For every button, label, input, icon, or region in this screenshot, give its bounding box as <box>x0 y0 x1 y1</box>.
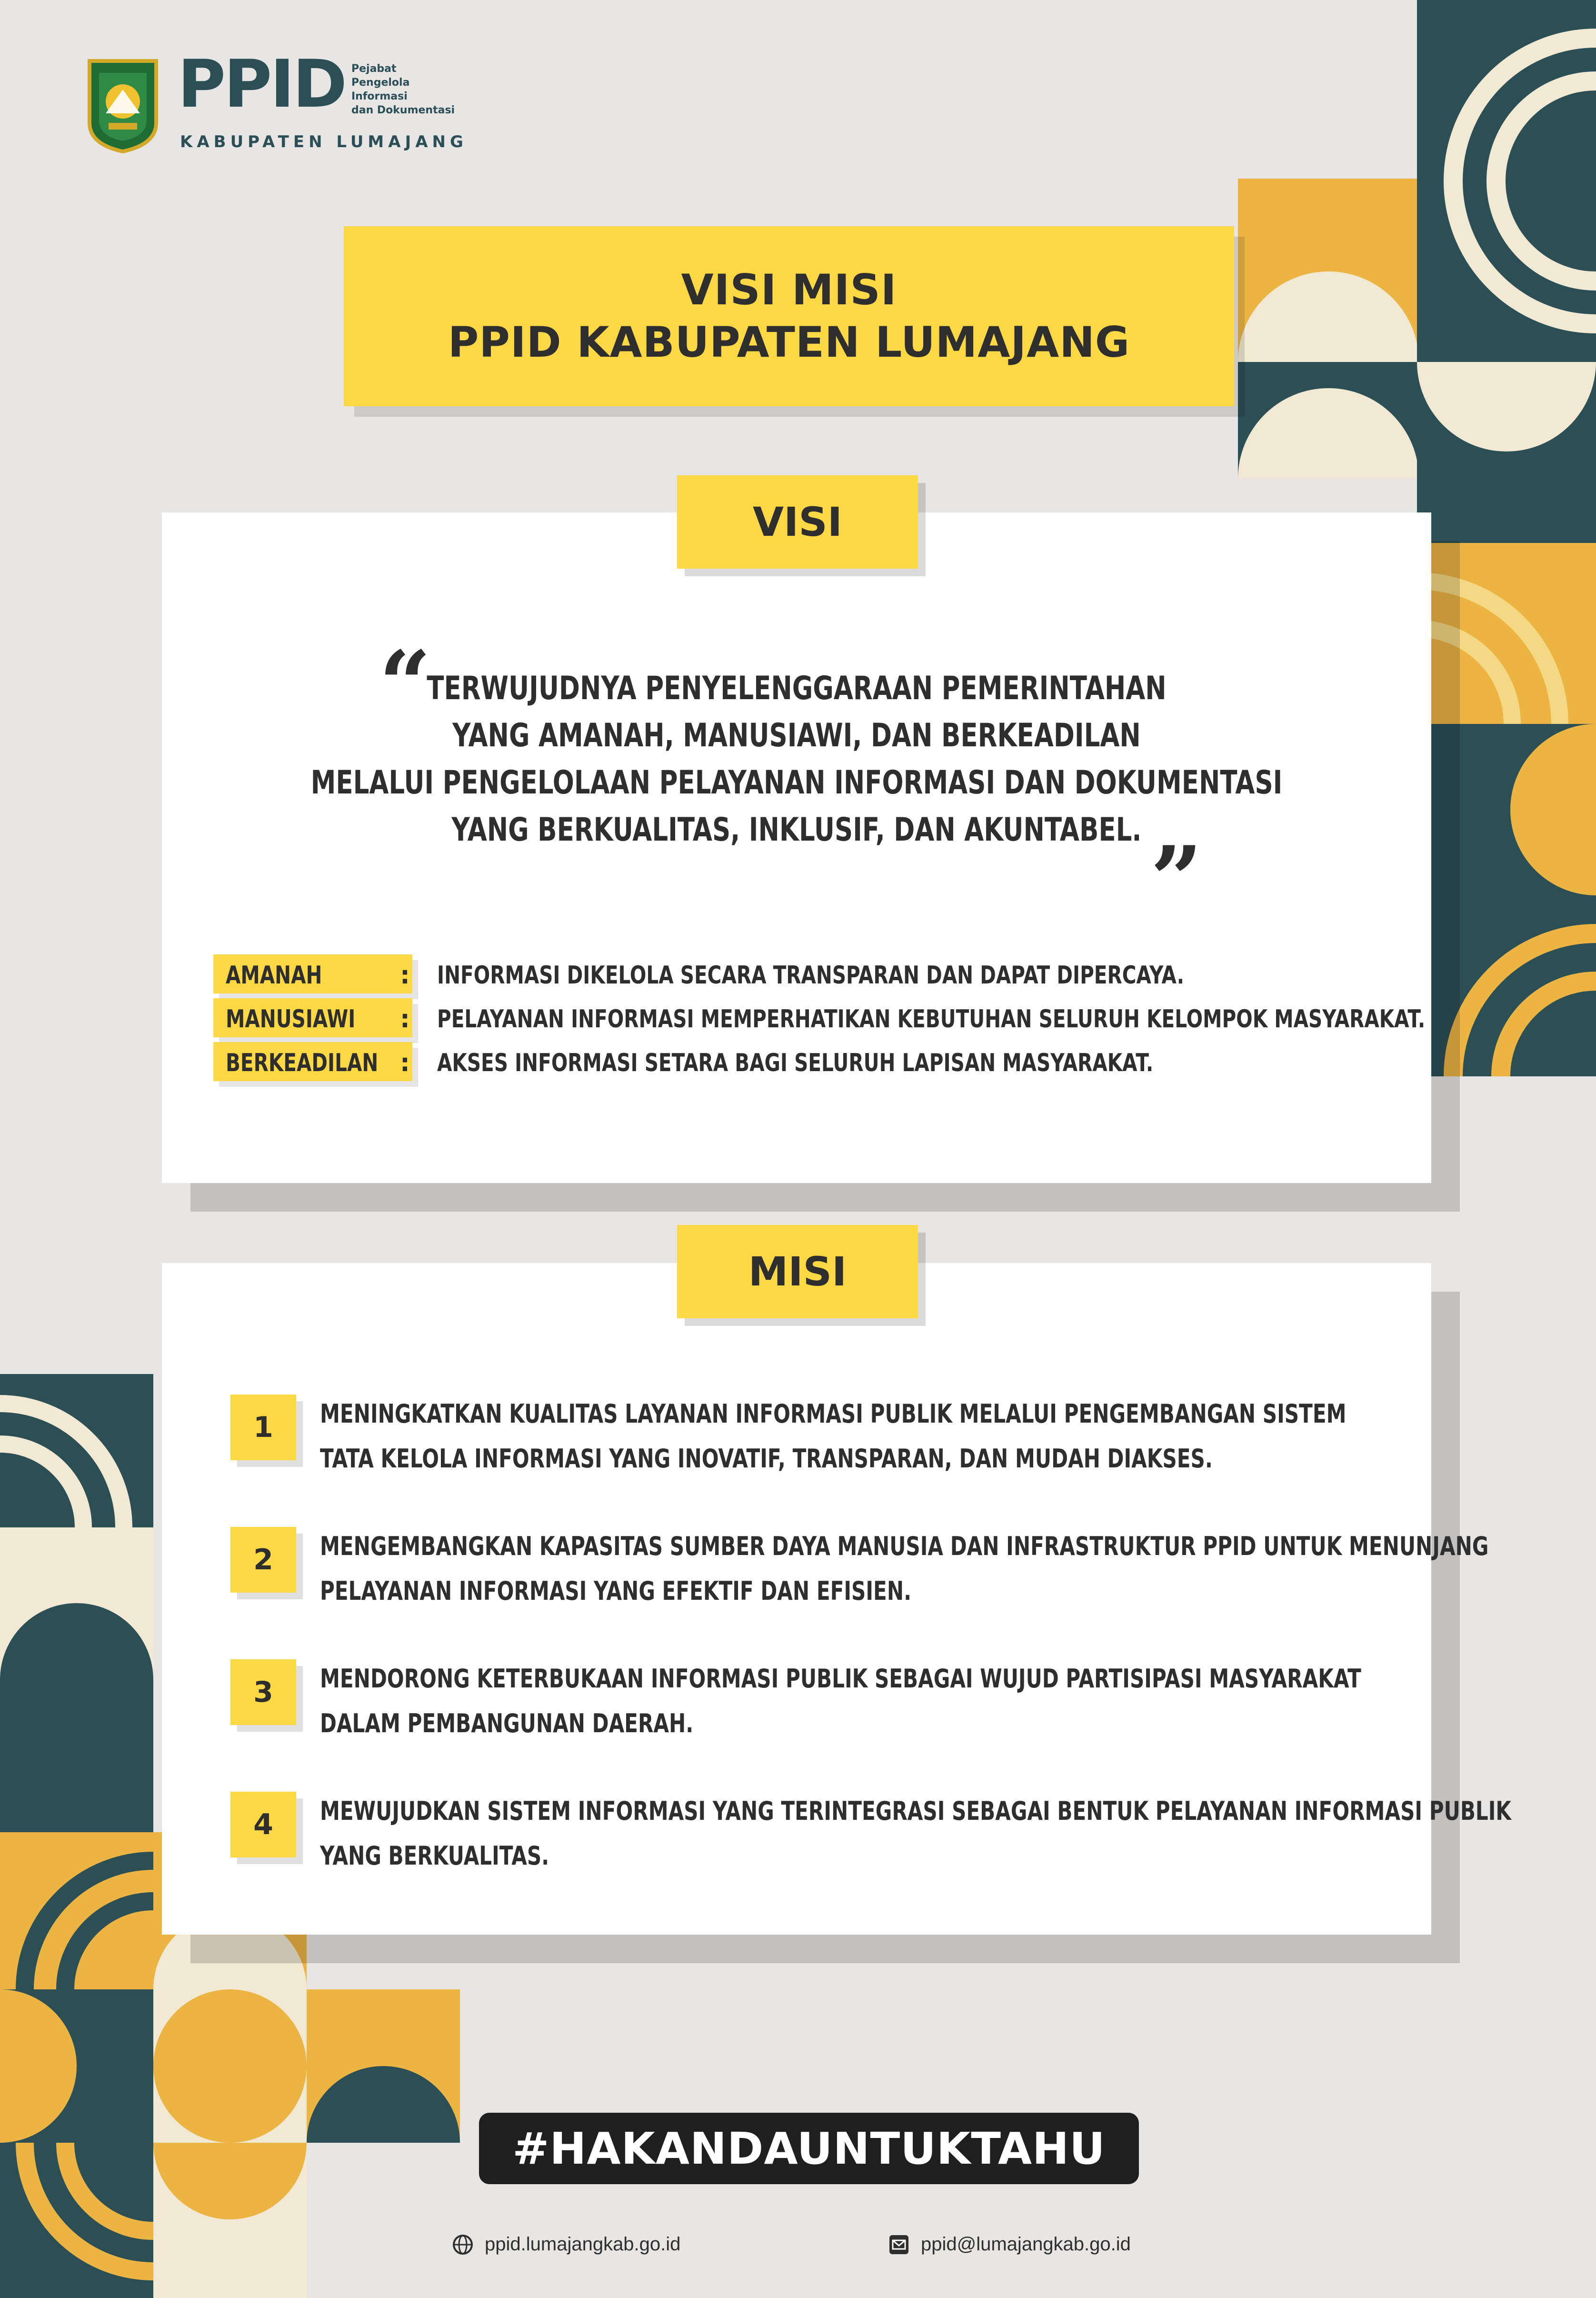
logo-subtitle-line: Pengelola <box>351 77 410 89</box>
logo-subtitle-line: Pejabat <box>351 63 397 75</box>
misi-text-line: MENINGKATKAN KUALITAS LAYANAN INFORMASI PUBLIK MELALUI PENGEMBANGAN SISTEM <box>320 1399 1347 1429</box>
value-key-text: MANUSIAWI <box>226 1005 356 1034</box>
misi-text <box>320 1656 1361 1746</box>
visi-label: VISI <box>677 475 918 569</box>
title-banner <box>344 226 1234 406</box>
misi-text-line: YANG BERKUALITAS. <box>320 1841 549 1871</box>
title-line-2: PPID KABUPATEN LUMAJANG <box>448 318 1130 367</box>
visi-statement <box>162 665 1431 853</box>
email-contact[interactable] <box>888 2234 1131 2255</box>
visi-value-key <box>213 998 412 1037</box>
visi-value-key <box>213 1042 412 1081</box>
logo-subtitle-line: dan Dokumentasi <box>351 104 455 116</box>
logo-subtitle-line: Informasi <box>351 90 408 102</box>
title-line-1: VISI MISI <box>681 265 897 314</box>
misi-number: 1 <box>230 1395 296 1460</box>
value-key-text: AMANAH <box>226 961 322 990</box>
misi-number: 3 <box>230 1659 296 1725</box>
visi-line: YANG BERKUALITAS, INKLUSIF, DAN AKUNTABEL. <box>451 811 1142 849</box>
visi-value-desc: PELAYANAN INFORMASI MEMPERHATIKAN KEBUTUHAN SELURUH KELOMPOK MASYARAKAT. <box>437 1005 1426 1034</box>
visi-value-desc: INFORMASI DIKELOLA SECARA TRANSPARAN DAN DAPAT DIPERCAYA. <box>437 961 1185 990</box>
misi-number: 4 <box>230 1792 296 1857</box>
misi-number: 2 <box>230 1527 296 1593</box>
visi-value-row <box>213 954 1404 993</box>
logo-city: KABUPATEN LUMAJANG <box>180 132 468 151</box>
website-text[interactable]: ppid.lumajangkab.go.id <box>485 2234 681 2255</box>
lumajang-emblem-icon <box>85 56 161 154</box>
visi-value-key <box>213 954 412 993</box>
open-quote-icon: “ <box>379 631 431 737</box>
kv-colon: : <box>400 1049 410 1077</box>
misi-text <box>320 1789 1511 1878</box>
kv-colon: : <box>400 961 410 990</box>
logo-ppid-text: PPID <box>178 46 346 122</box>
hashtag-banner: #HAKANDAUNTUKTAHU <box>479 2113 1139 2184</box>
visi-line: TERWUJUDNYA PENYELENGGARAAN PEMERINTAHAN <box>427 670 1167 707</box>
misi-text-line: DALAM PEMBANGUNAN DAERAH. <box>320 1708 694 1738</box>
misi-text-line: MEWUJUDKAN SISTEM INFORMASI YANG TERINTEGRASI SEBAGAI BENTUK PELAYANAN INFORMASI PUBLIK <box>320 1796 1512 1826</box>
ppid-logo <box>85 46 475 161</box>
close-quote-icon: ” <box>1150 826 1203 933</box>
mail-icon <box>888 2234 909 2255</box>
misi-text <box>320 1392 1347 1481</box>
misi-text-line: MENGEMBANGKAN KAPASITAS SUMBER DAYA MANUSIA DAN INFRASTRUKTUR PPID UNTUK MENUNJANG <box>320 1531 1489 1561</box>
misi-text <box>320 1524 1488 1614</box>
kv-colon: : <box>400 1005 410 1034</box>
logo-subtitle <box>351 62 455 117</box>
visi-value-desc: AKSES INFORMASI SETARA BAGI SELURUH LAPISAN MASYARAKAT. <box>437 1049 1154 1077</box>
value-key-text: BERKEADILAN <box>226 1049 379 1077</box>
misi-text-line: PELAYANAN INFORMASI YANG EFEKTIF DAN EFISIEN. <box>320 1576 912 1606</box>
globe-icon <box>452 2234 473 2255</box>
visi-value-row <box>213 998 1426 1037</box>
misi-text-line: TATA KELOLA INFORMASI YANG INOVATIF, TRANSPARAN, DAN MUDAH DIAKSES. <box>320 1444 1213 1474</box>
misi-label: MISI <box>677 1225 918 1318</box>
visi-line: YANG AMANAH, MANUSIAWI, DAN BERKEADILAN <box>452 717 1141 754</box>
visi-line: MELALUI PENGELOLAAN PELAYANAN INFORMASI DAN DOKUMENTASI <box>310 764 1283 802</box>
website-contact[interactable] <box>452 2234 680 2255</box>
misi-text-line: MENDORONG KETERBUKAAN INFORMASI PUBLIK SEBAGAI WUJUD PARTISIPASI MASYARAKAT <box>320 1664 1361 1694</box>
visi-value-row <box>213 1042 1404 1081</box>
email-text[interactable]: ppid@lumajangkab.go.id <box>921 2234 1131 2255</box>
